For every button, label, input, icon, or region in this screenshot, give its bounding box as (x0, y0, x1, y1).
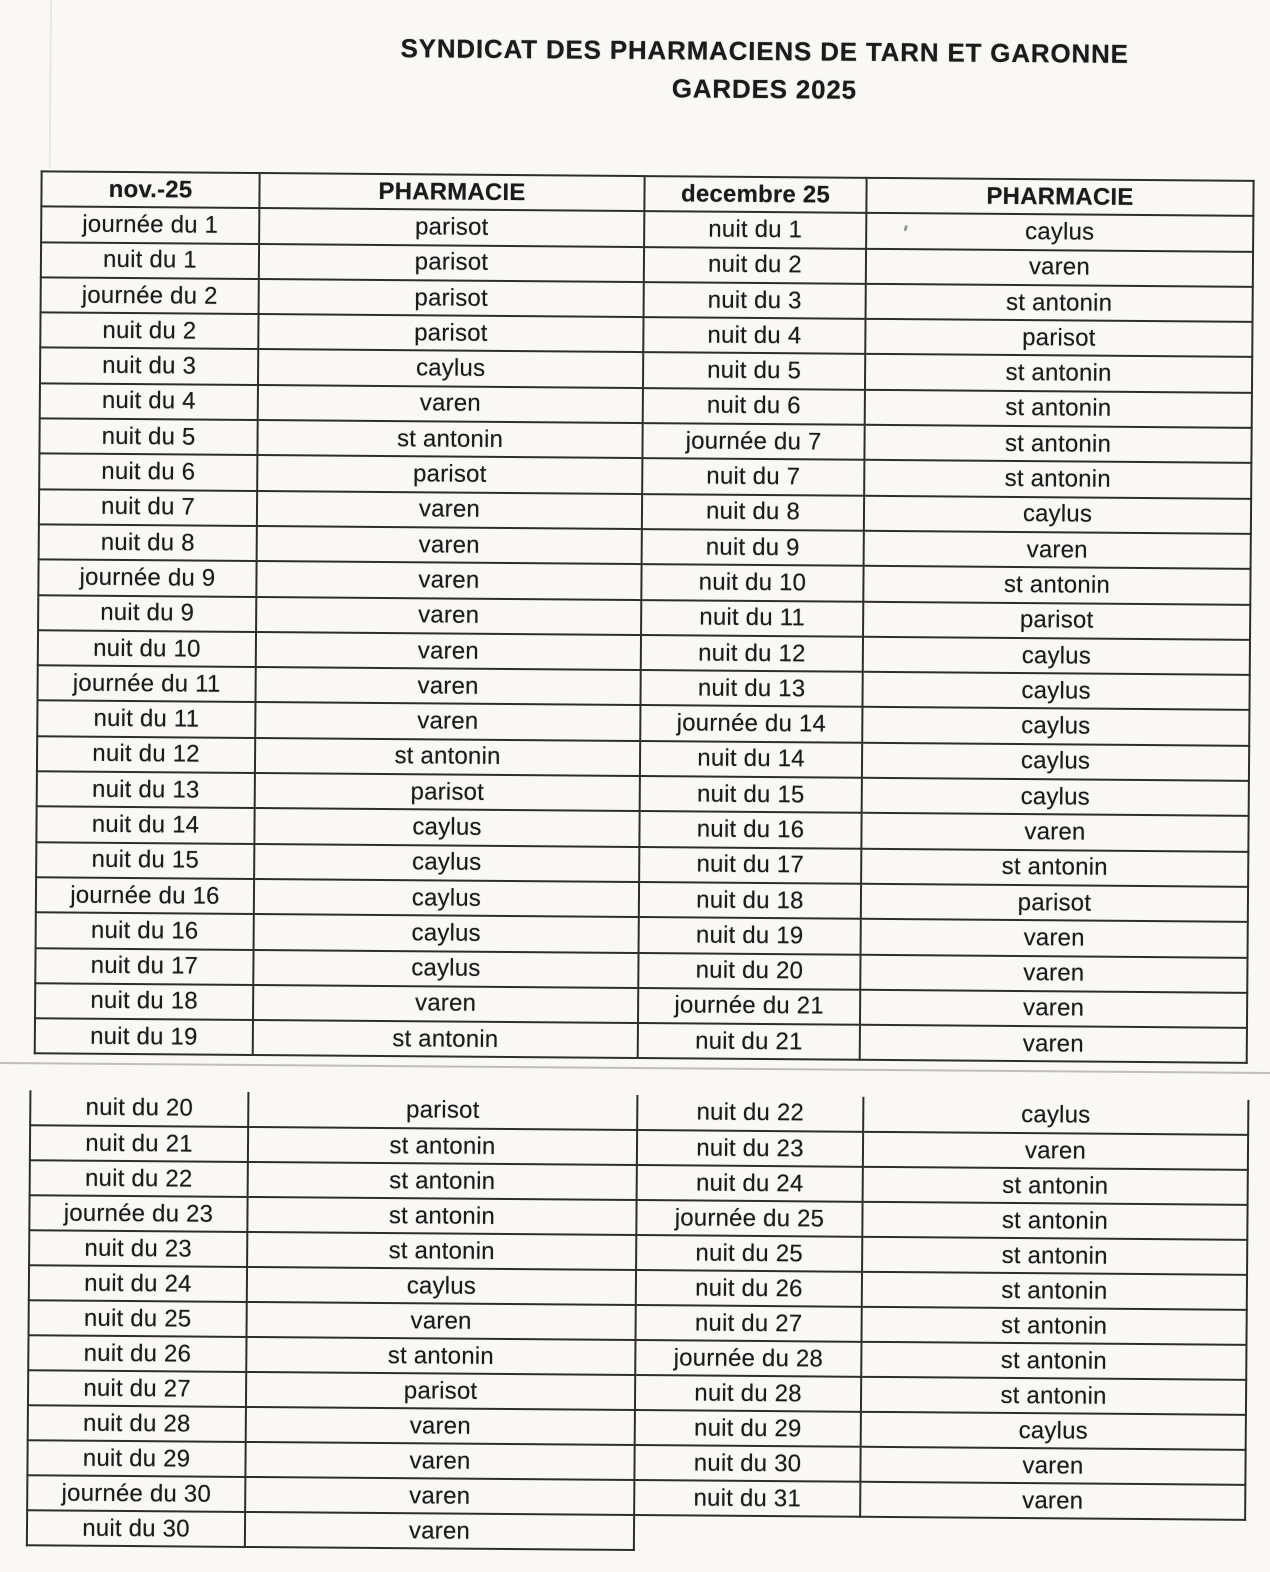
schedule-row (636, 1340, 1246, 1380)
pharmacy-cell: varen (246, 1407, 635, 1445)
date-cell: journée du 11 (37, 665, 255, 702)
pharmacy-cell: caylus (862, 743, 1249, 781)
pharmacy-cell: varen (245, 1477, 634, 1515)
schedule-row (637, 1235, 1247, 1275)
date-cell: nuit du 9 (38, 595, 256, 632)
pharmacy-cell: st antonin (248, 1127, 637, 1165)
schedule-row (636, 1305, 1246, 1345)
date-cell: nuit du 18 (639, 882, 861, 919)
pharmacy-cell: caylus (254, 808, 639, 846)
pharmacy-cell: st antonin (253, 1020, 638, 1058)
date-cell: nuit du 7 (39, 489, 257, 526)
pharmacy-cell: parisot (255, 773, 640, 811)
pharmacy-cell: caylus (863, 637, 1250, 675)
date-cell: nuit du 17 (35, 948, 253, 985)
date-cell: nuit du 22 (638, 1095, 863, 1132)
schedule-row (28, 1405, 635, 1445)
date-cell: nuit du 16 (639, 811, 861, 848)
date-cell: journée du 28 (636, 1340, 861, 1377)
pharmacy-cell: st antonin (864, 460, 1251, 498)
pharmacy-cell: caylus (863, 1097, 1248, 1135)
date-cell: nuit du 31 (635, 1480, 860, 1517)
schedule-row (638, 1130, 1248, 1170)
pharmacy-cell: varen (860, 990, 1247, 1028)
date-cell: nuit du 30 (635, 1445, 860, 1482)
pharmacy-cell: st antonin (861, 1377, 1246, 1415)
date-cell: nuit du 15 (36, 842, 254, 879)
date-cell: nuit du 24 (638, 1165, 863, 1202)
pharmacy-cell: caylus (864, 495, 1251, 533)
pharmacy-cell: varen (860, 954, 1247, 992)
date-cell: nuit du 20 (638, 953, 860, 990)
pharmacy-cell: st antonin (865, 390, 1252, 428)
date-cell: nuit du 9 (642, 529, 864, 566)
schedule-row (637, 1270, 1247, 1310)
pharmacy-cell: parisot (259, 279, 644, 317)
date-cell: nuit du 1 (644, 211, 866, 248)
date-cell: journée du 23 (29, 1195, 247, 1232)
pharmacy-cell: parisot (259, 244, 644, 282)
pharmacy-cell: st antonin (863, 566, 1250, 604)
date-cell: nuit du 22 (30, 1160, 248, 1197)
title-line-1: SYNDICAT DES PHARMACIENS DE TARN ET GARONNE (400, 33, 1129, 69)
date-cell: nuit du 20 (30, 1090, 248, 1127)
date-cell: nuit du 28 (636, 1375, 861, 1412)
pharmacy-cell: caylus (254, 879, 639, 917)
pharmacy-cell: st antonin (247, 1232, 636, 1270)
date-cell: journée du 1 (41, 207, 259, 244)
date-cell: nuit du 25 (637, 1235, 862, 1272)
date-cell: nuit du 19 (35, 1018, 253, 1055)
pharmacy-cell: parisot (248, 1092, 637, 1130)
date-cell: nuit du 28 (28, 1405, 246, 1442)
date-cell: nuit du 26 (28, 1335, 246, 1372)
date-cell: nuit du 3 (40, 348, 258, 385)
date-cell: nuit du 17 (639, 847, 861, 884)
schedule-row (27, 1510, 634, 1550)
date-cell: nuit du 2 (644, 247, 866, 284)
date-cell: nuit du 6 (39, 454, 257, 491)
schedule-row (27, 1440, 634, 1480)
pharmacy-cell: st antonin (864, 425, 1251, 463)
column-header-november: nov.-25 (41, 171, 259, 208)
date-cell: nuit du 24 (29, 1265, 247, 1302)
pharmacy-cell: varen (247, 1302, 636, 1340)
pharmacy-cell: varen (255, 702, 640, 740)
date-cell: journée du 25 (637, 1200, 862, 1237)
pharmacy-cell: parisot (259, 208, 644, 246)
date-cell: nuit du 23 (29, 1230, 247, 1267)
pharmacy-cell: varen (866, 248, 1253, 286)
schedule-row (636, 1410, 1246, 1450)
pharmacy-cell: varen (245, 1512, 634, 1550)
pharmacy-cell: varen (864, 531, 1251, 569)
date-cell: nuit du 14 (640, 741, 862, 778)
pharmacy-cell: varen (257, 491, 642, 529)
date-cell: nuit du 6 (643, 388, 865, 425)
pharmacy-cell: parisot (863, 601, 1250, 639)
schedule-row (29, 1265, 636, 1305)
date-cell: nuit du 2 (40, 313, 258, 350)
date-cell: nuit du 10 (38, 630, 256, 667)
pharmacy-cell: st antonin (257, 420, 642, 458)
guard-schedule-table-main (34, 170, 1255, 1064)
date-cell: nuit du 11 (37, 701, 255, 738)
date-cell: journée du 30 (27, 1475, 245, 1512)
schedule-row (30, 1090, 637, 1130)
pharmacy-cell: varen (245, 1442, 634, 1480)
column-header-december: decembre 25 (644, 176, 866, 213)
date-cell: nuit du 23 (638, 1130, 863, 1167)
pharmacy-cell: st antonin (865, 354, 1252, 392)
pharmacy-cell: varen (861, 919, 1248, 957)
scan-page-break-line (0, 1062, 1270, 1074)
pharmacy-cell: parisot (865, 319, 1252, 357)
date-cell: nuit du 21 (638, 1023, 860, 1060)
date-cell: nuit du 30 (27, 1510, 245, 1547)
date-cell: journée du 7 (642, 423, 864, 460)
date-cell: nuit du 1 (41, 242, 259, 279)
pharmacy-cell: varen (860, 1482, 1245, 1520)
pharmacy-cell: parisot (861, 884, 1248, 922)
date-cell: nuit du 5 (643, 353, 865, 390)
pharmacy-cell: caylus (258, 350, 643, 388)
pharmacy-cell: caylus (247, 1267, 636, 1305)
pharmacy-cell: st antonin (861, 1307, 1246, 1345)
pharmacy-cell: caylus (862, 707, 1249, 745)
scan-paper-edge (49, 0, 52, 168)
pharmacy-cell: varen (860, 1025, 1247, 1063)
pharmacy-cell: st antonin (861, 1342, 1246, 1380)
pharmacy-cell: parisot (246, 1372, 635, 1410)
schedule-row (29, 1230, 636, 1270)
document-title (129, 27, 1270, 113)
date-cell: nuit du 14 (36, 807, 254, 844)
date-cell: journée du 21 (638, 988, 860, 1025)
pharmacy-cell: st antonin (246, 1337, 635, 1375)
date-cell: nuit du 3 (644, 282, 866, 319)
date-cell: nuit du 12 (37, 736, 255, 773)
schedule-row (28, 1335, 635, 1375)
date-cell: nuit du 29 (27, 1440, 245, 1477)
schedule-row (30, 1160, 637, 1200)
schedule-row (636, 1375, 1246, 1415)
pharmacy-cell: parisot (257, 455, 642, 493)
guard-schedule-table-november-end (26, 1090, 639, 1551)
date-cell: nuit du 26 (637, 1270, 862, 1307)
date-cell: journée du 14 (640, 706, 862, 743)
pharmacy-cell: varen (258, 385, 643, 423)
column-header-pharmacie-dec: PHARMACIE (866, 178, 1253, 216)
pharmacy-cell: varen (257, 526, 642, 564)
date-cell: nuit du 4 (40, 383, 258, 420)
date-cell: nuit du 5 (39, 418, 257, 455)
date-cell: nuit du 27 (636, 1305, 861, 1342)
schedule-row (29, 1300, 636, 1340)
date-cell: nuit du 27 (28, 1370, 246, 1407)
pharmacy-cell: st antonin (862, 1272, 1247, 1310)
pharmacy-cell: varen (861, 813, 1248, 851)
date-cell: nuit du 29 (636, 1410, 861, 1447)
pharmacy-cell: varen (253, 985, 638, 1023)
pharmacy-cell: varen (863, 1132, 1248, 1170)
schedule-row (638, 1095, 1248, 1135)
pharmacy-cell: caylus (254, 844, 639, 882)
schedule-row (635, 1445, 1245, 1485)
pharmacy-cell: st antonin (247, 1197, 636, 1235)
date-cell: nuit du 13 (37, 771, 255, 808)
pharmacy-cell: st antonin (862, 1202, 1247, 1240)
guard-schedule-continuation (26, 1090, 1250, 1556)
pharmacy-cell: caylus (861, 1412, 1246, 1450)
column-header-pharmacie-nov: PHARMACIE (259, 173, 644, 211)
pharmacy-cell: st antonin (862, 1237, 1247, 1275)
schedule-row (635, 1480, 1245, 1520)
date-cell: nuit du 15 (640, 776, 862, 813)
schedule-row (27, 1475, 634, 1515)
pharmacy-cell: caylus (862, 778, 1249, 816)
pharmacy-cell: caylus (866, 213, 1253, 251)
date-cell: nuit du 10 (641, 564, 863, 601)
guard-schedule-table-december-end (635, 1095, 1249, 1521)
pharmacy-cell: st antonin (255, 738, 640, 776)
schedule-row (638, 1165, 1248, 1205)
schedule-row (28, 1370, 635, 1410)
date-cell: nuit du 7 (642, 458, 864, 495)
date-cell: journée du 9 (38, 560, 256, 597)
date-cell: nuit du 16 (36, 913, 254, 950)
schedule-row (30, 1125, 637, 1165)
date-cell: nuit du 25 (29, 1300, 247, 1337)
date-cell: nuit du 11 (641, 600, 863, 637)
date-cell: journée du 2 (41, 277, 259, 314)
schedule-row (637, 1200, 1247, 1240)
pharmacy-cell: caylus (253, 950, 638, 988)
pharmacy-cell: st antonin (248, 1162, 637, 1200)
pharmacy-cell: caylus (254, 914, 639, 952)
date-cell: nuit du 4 (643, 317, 865, 354)
date-cell: journée du 16 (36, 877, 254, 914)
date-cell: nuit du 21 (30, 1125, 248, 1162)
pharmacy-cell: varen (256, 632, 641, 670)
pharmacy-cell: varen (255, 667, 640, 705)
title-line-2: GARDES 2025 (671, 73, 857, 105)
date-cell: nuit du 8 (642, 494, 864, 531)
date-cell: nuit du 19 (639, 917, 861, 954)
pharmacy-cell: caylus (862, 672, 1249, 710)
pharmacy-cell: st antonin (863, 1167, 1248, 1205)
pharmacy-cell: varen (860, 1447, 1245, 1485)
schedule-row (29, 1195, 636, 1235)
date-cell: nuit du 12 (641, 635, 863, 672)
pharmacy-cell: st antonin (866, 284, 1253, 322)
pharmacy-cell: varen (256, 561, 641, 599)
pharmacy-cell: st antonin (861, 848, 1248, 886)
date-cell: nuit du 18 (35, 983, 253, 1020)
date-cell: nuit du 8 (39, 524, 257, 561)
pharmacy-cell: parisot (258, 314, 643, 352)
date-cell: nuit du 13 (640, 670, 862, 707)
pharmacy-cell: varen (256, 597, 641, 635)
